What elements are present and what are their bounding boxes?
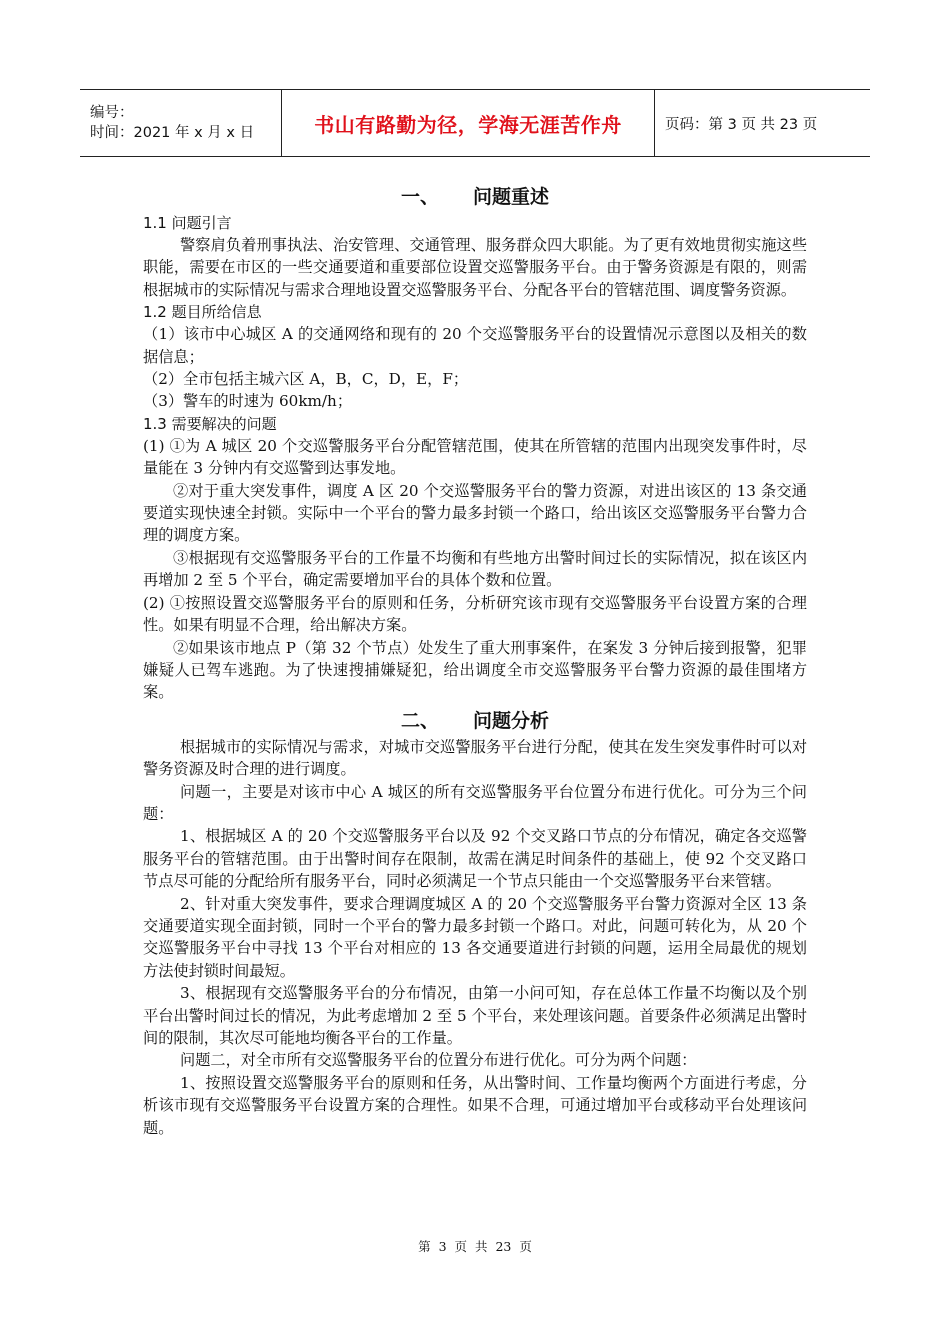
problem-item: (1) ①为 A 城区 20 个交巡警服务平台分配管辖范围，使其在所管辖的范围内出现突发事件时，尽量能在 3 分钟内有交巡警到达事发地。 <box>143 436 807 478</box>
problem-item: ②如果该市地点 P（第 32 个节点）处发生了重大刑事案件，在案发 3 分钟后接到报警，犯罪嫌疑人已驾车逃跑。为了快速搜捕嫌疑犯，给出调度全市交巡警服务平台警力资源的最佳围堵方案。 <box>143 638 807 702</box>
paragraph: 1、按照设置交巡警服务平台的原则和任务，从出警时间、工作量均衡两个方面进行考虑，分析该市现有交巡警服务平台设置方案的合理性。如果不合理，可通过增加平台或移动平台处理该问题。 <box>143 1073 807 1137</box>
problem-item: ③根据现有交巡警服务平台的工作量不均衡和有些地方出警时间过长的实际情况，拟在该区内再增加 2 至 5 个平台，确定需要增加平台的具体个数和位置。 <box>143 548 807 590</box>
paragraph: 根据城市的实际情况与需求，对城市交巡警服务平台进行分配，使其在发生突发事件时可以对警务资源及时合理的进行调度。 <box>143 737 807 779</box>
paragraph: 警察肩负着刑事执法、治安管理、交通管理、服务群众四大职能。为了更有效地贯彻实施这些职能，需要在市区的一些交通要道和重要部位设置交巡警服务平台。由于警务资源是有限的，则需根据城市的实际情况与需求合理地设置交巡警服务平台、分配各平台的管辖范围、调度警务资源。 <box>143 236 807 299</box>
info-item: （1）该市中心城区 A 的交通网络和现有的 20 个交巡警服务平台的设置情况示意图以及相关的数据信息； <box>143 325 807 366</box>
doc-date-label: 时间：2021 年 x 月 x 日 <box>90 125 255 141</box>
header-motto: 书山有路勤为径，学海无涯苦作舟 <box>314 112 622 137</box>
header-page-label: 页码：第 3 页 共 23 页 <box>665 116 818 133</box>
section-title: 问题重述 <box>473 186 550 208</box>
page-header <box>80 89 870 157</box>
header-right <box>655 90 870 156</box>
header-left <box>80 90 281 156</box>
page-footer: 第 3 页 共 23 页 <box>418 1239 532 1254</box>
paragraph: 1、根据城区 A 的 20 个交巡警服务平台以及 92 个交叉路口节点的分布情况，确定各交巡警服务平台的管辖范围。由于出警时间存在限制，故需在满足时间条件的基础上，使 92 个交叉路口节点尽可能的分配给所有服务平台，同时必须满足一个节点只能由一个交巡警服务平台来管辖。 <box>143 827 807 891</box>
problem-item: (2) ①按照设置交巡警服务平台的原则和任务，分析研究该市现有交巡警服务平台设置方案的合理性。如果有明显不合理，给出解决方案。 <box>143 593 807 635</box>
subheading-1-2: 1.2 题目所给信息 <box>143 303 262 322</box>
document-body <box>143 180 807 1139</box>
doc-number-label: 编号： <box>90 105 134 121</box>
paragraph: 问题二，对全市所有交巡警服务平台的位置分布进行优化。可分为两个问题： <box>180 1051 697 1070</box>
problem-item: ②对于重大突发事件，调度 A 区 20 个交巡警服务平台的警力资源，对进出该区的 13 条交通要道实现快速全封锁。实际中一个平台的警力最多封锁一个路口，给出该区交巡警服务平台警力合理的调度方案。 <box>143 481 807 545</box>
section-title: 问题分析 <box>473 709 550 732</box>
paragraph: 问题一，主要是对该市中心 A 城区的所有交巡警服务平台位置分布进行优化。可分为三个问题： <box>143 782 807 823</box>
header-middle <box>281 90 655 156</box>
section-number: 二、 <box>400 709 439 732</box>
section-number: 一、 <box>400 186 439 208</box>
info-item: （3）警车的时速为 60km/h； <box>143 392 353 411</box>
section-heading-1 <box>143 184 807 210</box>
info-item: （2）全市包括主城六区 A，B，C，D，E，F； <box>143 370 469 389</box>
subheading-1-3: 1.3 需要解决的问题 <box>143 414 277 433</box>
paragraph: 2、针对重大突发事件，要求合理调度城区 A 的 20 个交巡警服务平台警力资源对全区 13 条交通要道实现全面封锁，同时一个平台的警力最多封锁一个路口。对此，问题可转化为，从 20 个交巡警服务平台中寻找 13 个平台对相应的 13 各交通要道进行封锁的问题，运用全局最优的规划方法使封锁时间最短。 <box>143 894 807 980</box>
paragraph: 3、根据现有交巡警服务平台的分布情况，由第一小问可知，存在总体工作量不均衡以及个别平台出警时间过长的情况，为此考虑增加 2 至 5 个平台，来处理该问题。首要条件必须满足出警时间的限制，其次尽可能地均衡各平台的工作量。 <box>143 984 807 1047</box>
section-heading-2 <box>143 708 807 734</box>
subheading-1-1: 1.1 问题引言 <box>143 214 232 232</box>
